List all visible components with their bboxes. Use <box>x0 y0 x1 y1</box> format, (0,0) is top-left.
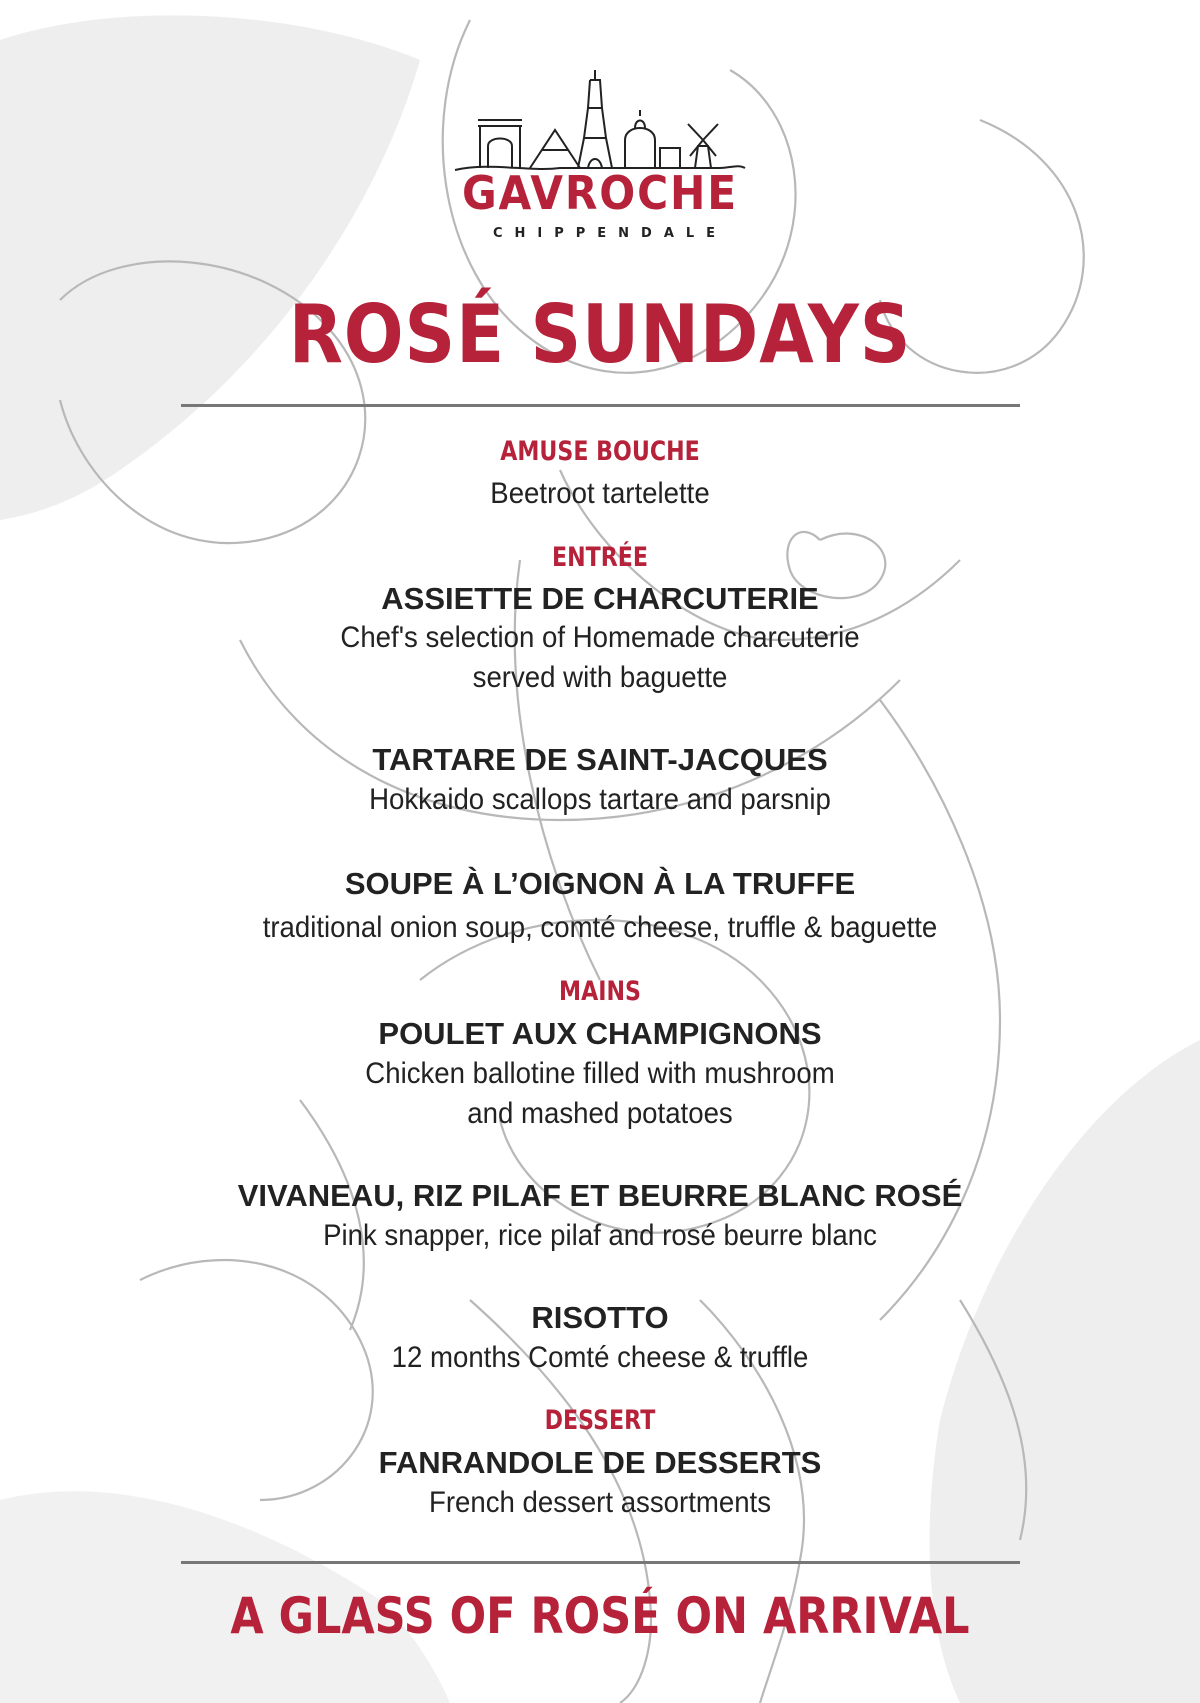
section-title-dessert: DESSERT <box>544 1405 656 1436</box>
dish-description: Beetroot tartelette <box>490 477 710 510</box>
dish-description: and mashed potatoes <box>467 1097 733 1130</box>
windmill-icon <box>688 124 718 168</box>
eiffel-tower-icon <box>578 70 612 168</box>
dish-name: TARTARE DE SAINT-JACQUES <box>372 742 828 777</box>
brand-name: GAVROCHE <box>461 166 739 220</box>
arc-de-triomphe-icon <box>478 120 522 168</box>
menu-headline: ROSÉ SUNDAYS <box>288 288 912 381</box>
dish-name: VIVANEAU, RIZ PILAF ET BEURRE BLANC ROSÉ <box>237 1178 963 1213</box>
dish-description: traditional onion soup, comté cheese, truffle & baguette <box>262 911 938 944</box>
dish-description: served with baguette <box>472 661 728 694</box>
dish-description: Chicken ballotine filled with mushroom <box>365 1057 835 1090</box>
section-title-mains: MAINS <box>559 976 641 1007</box>
dish-name: RISOTTO <box>531 1300 669 1335</box>
dish-description: French dessert assortments <box>428 1486 772 1519</box>
dish-name: FANRANDOLE DE DESSERTS <box>378 1445 822 1480</box>
dish-name: POULET AUX CHAMPIGNONS <box>378 1016 822 1051</box>
dish-description: Pink snapper, rice pilaf and rosé beurre blanc <box>323 1219 877 1252</box>
dish-description: Chef's selection of Homemade charcuterie <box>340 621 860 654</box>
dish-name: ASSIETTE DE CHARCUTERIE <box>381 581 819 616</box>
section-title-amuse-bouche: AMUSE BOUCHE <box>500 436 700 467</box>
dish-description: Hokkaido scallops tartare and parsnip <box>369 783 831 816</box>
top-divider <box>181 404 1020 407</box>
dish-name: SOUPE À L’OIGNON À LA TRUFFE <box>344 866 856 901</box>
dish-description: 12 months Comté cheese & truffle <box>391 1341 809 1374</box>
louvre-pyramid-icon <box>530 130 580 168</box>
footer-note: A GLASS OF ROSÉ ON ARRIVAL <box>230 1587 970 1645</box>
brand-subtitle: CHIPPENDALE <box>492 226 728 241</box>
paris-skyline-logo <box>450 68 750 248</box>
section-title-entree: ENTRÉE <box>551 542 649 573</box>
bottom-divider <box>181 1561 1020 1564</box>
sacre-coeur-icon <box>625 110 655 168</box>
